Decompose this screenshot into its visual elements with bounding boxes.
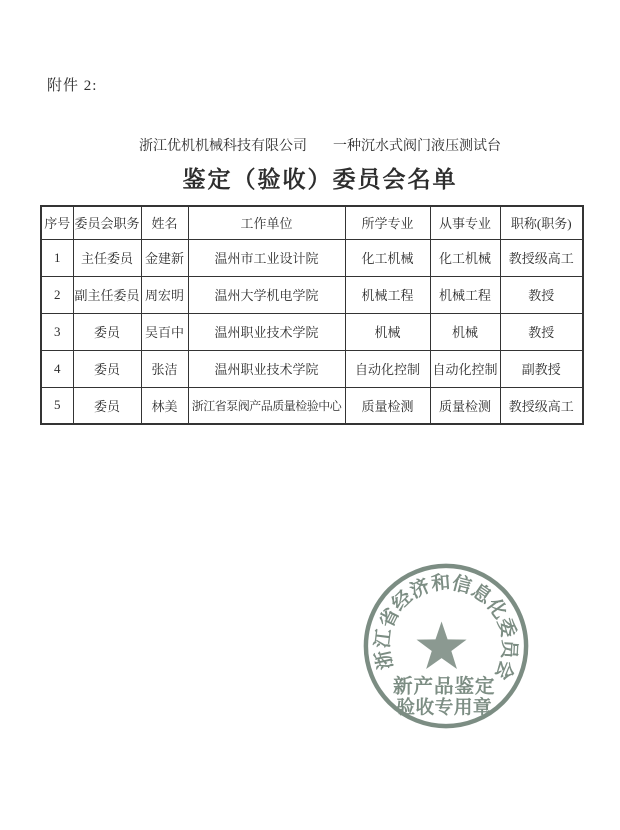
- header-cell-major-engaged: 从事专业: [430, 206, 500, 239]
- table-cell: 教授: [500, 276, 583, 313]
- table-cell: 吴百中: [141, 313, 188, 350]
- header-cell-title: 职称(职务): [500, 206, 583, 239]
- table-cell: 教授级高工: [500, 387, 583, 424]
- table-cell: 3: [41, 313, 73, 350]
- table-cell: 机械工程: [430, 276, 500, 313]
- committee-table: [40, 205, 584, 425]
- table-cell: 机械工程: [345, 276, 430, 313]
- table-cell: 2: [41, 276, 73, 313]
- table-cell: 林美: [141, 387, 188, 424]
- header-cell-organization: 工作单位: [188, 206, 345, 239]
- header-cell-role: 委员会职务: [73, 206, 141, 239]
- table-cell: 自动化控制: [430, 350, 500, 387]
- product-name: 一种沉水式阀门液压测试台: [333, 139, 501, 154]
- table-cell: 机械: [345, 313, 430, 350]
- table-cell: 温州市工业设计院: [188, 239, 345, 276]
- table-cell: 张洁: [141, 350, 188, 387]
- table-cell: 副教授: [500, 350, 583, 387]
- table-cell: 教授: [500, 313, 583, 350]
- table-cell: 浙江省泵阀产品质量检验中心: [188, 387, 345, 424]
- table-cell: 温州职业技术学院: [188, 313, 345, 350]
- table-header-row: [41, 206, 583, 239]
- seal-text-line2: 验收专用章: [396, 697, 493, 719]
- table-cell: 机械: [430, 313, 500, 350]
- table-cell: 质量检测: [345, 387, 430, 424]
- table-cell: 周宏明: [141, 276, 188, 313]
- table-row: [41, 350, 583, 387]
- table-cell: 温州大学机电学院: [188, 276, 345, 313]
- official-seal: [357, 557, 535, 735]
- table-cell: 金建新: [141, 239, 188, 276]
- table-cell: 主任委员: [73, 239, 141, 276]
- company-name: 浙江优机机械科技有限公司: [139, 139, 307, 154]
- seal-text-line1: 新产品鉴定: [393, 676, 496, 698]
- table-row: [41, 276, 583, 313]
- table-row: [41, 239, 583, 276]
- table-cell: 5: [41, 387, 73, 424]
- table-row: [41, 313, 583, 350]
- table-cell: 委员: [73, 350, 141, 387]
- table-cell: 4: [41, 350, 73, 387]
- table-cell: 1: [41, 239, 73, 276]
- official-seal-graphic: [357, 557, 535, 735]
- seal-arc-textpath: 浙江省经济和信息化委员会: [372, 572, 520, 683]
- table-cell: 委员: [73, 387, 141, 424]
- header-cell-name: 姓名: [141, 206, 188, 239]
- table-row: [41, 387, 583, 424]
- table-cell: 委员: [73, 313, 141, 350]
- table-cell: 副主任委员: [73, 276, 141, 313]
- table-cell: 教授级高工: [500, 239, 583, 276]
- attachment-label: 附件 2:: [47, 78, 98, 94]
- table-cell: 化工机械: [430, 239, 500, 276]
- table-cell: 化工机械: [345, 239, 430, 276]
- table-cell: 质量检测: [430, 387, 500, 424]
- table-cell: 温州职业技术学院: [188, 350, 345, 387]
- table-cell: 自动化控制: [345, 350, 430, 387]
- header-cell-index: 序号: [41, 206, 73, 239]
- seal-star-icon: [417, 622, 467, 670]
- document-subheader: [10, 135, 620, 155]
- header-cell-major-studied: 所学专业: [345, 206, 430, 239]
- page-title: 鉴定（验收）委员会名单: [182, 167, 458, 192]
